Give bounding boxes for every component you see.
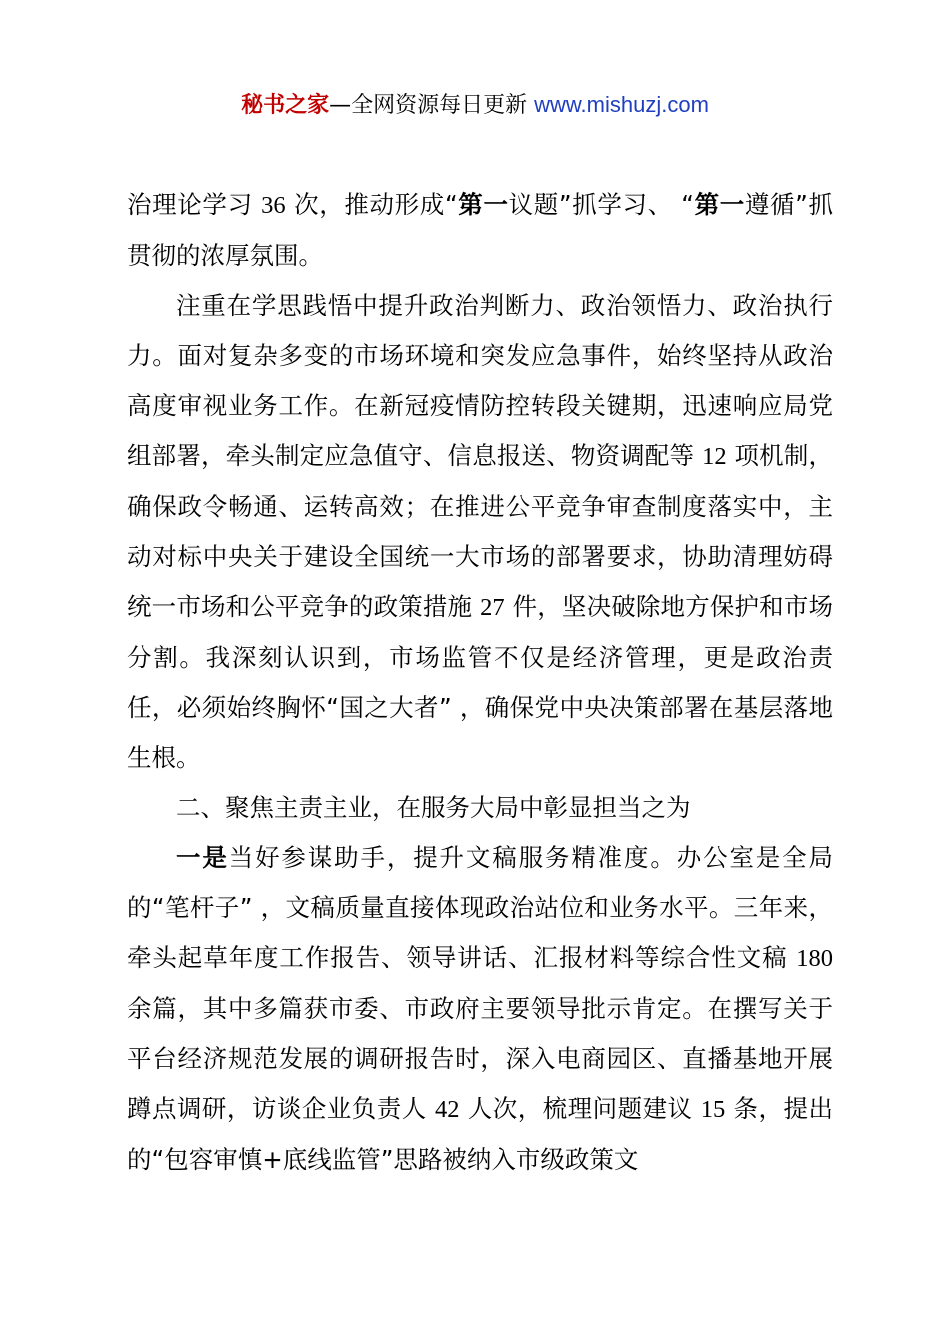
page-header [0, 88, 950, 123]
brand-name: 秘书之家 [241, 93, 330, 118]
number: 12 [702, 443, 727, 470]
text-run: 遵循”抓贯彻的浓厚氛围。 [127, 190, 833, 270]
text-run: 议题”抓学习、 “ [508, 190, 694, 219]
site-url-link[interactable]: www.mishuzj.com [534, 92, 709, 117]
text-run: 治理论学习 [127, 190, 262, 219]
text-run: 项机制，确保政令畅通、运转高效；在推进公平竞争审查制度落实中，主动对标中央关于建设全国统一大市场的部署要求，协助清理妨碍统一市场和公平竞争的政策措施 [127, 441, 833, 621]
heading-text: 二、聚焦主责主业，在服务大局中彰显担当之为 [176, 793, 691, 822]
paragraph-1 [127, 180, 833, 281]
number: 42 [434, 1096, 460, 1123]
paragraph-4 [127, 833, 833, 1185]
bold-lead: 一是 [176, 843, 229, 872]
text-run: 余篇，其中多篇获市委、市政府主要领导批示肯定。在撰写关于平台经济规范发展的调研报告时，深入电商园区、直播基地开展蹲点调研，访谈企业负责人 [127, 994, 833, 1123]
number: 27 [480, 594, 505, 621]
number: 180 [796, 945, 833, 972]
text-run: 条，提出的“包容审慎+底线监管”思路被纳入市级政策文 [127, 1094, 833, 1174]
number: 36 [261, 192, 286, 219]
text-run: 注重在学思践悟中提升政治判断力、政治领悟力、政治执行力。面对复杂多变的市场环境和突发应急事件，始终坚持从政治高度审视业务工作。在新冠疫情防控转段关键期，迅速响应局党组部署，牵头制定应急值守、信息报送、物资调配等 [127, 291, 833, 470]
paragraph-2 [127, 281, 833, 783]
text-run: 件，坚决破除地方保护和市场分割。我深刻认识到，市场监管不仅是经济管理，更是政治责任，必须始终胸怀“国之大者” ，确保党中央决策部署在基层落地生根。 [127, 592, 833, 772]
bold-text: 第一 [457, 190, 509, 219]
section-heading [127, 783, 833, 833]
bold-text: 第一 [693, 190, 745, 219]
number: 15 [700, 1096, 726, 1123]
text-run: 当好参谋助手，提升文稿服务精准度。办公室是全局的“笔杆子” ，文稿质量直接体现政治站位和业务水平。三年来，牵头起草年度工作报告、领导讲话、汇报材料等综合性文稿 [127, 843, 834, 972]
text-run: 次，推动形成“ [285, 190, 458, 219]
text-run: 人次，梳理问题建议 [459, 1094, 701, 1123]
header-tagline: —全网资源每日更新 [329, 93, 535, 118]
document-body [127, 180, 833, 1185]
